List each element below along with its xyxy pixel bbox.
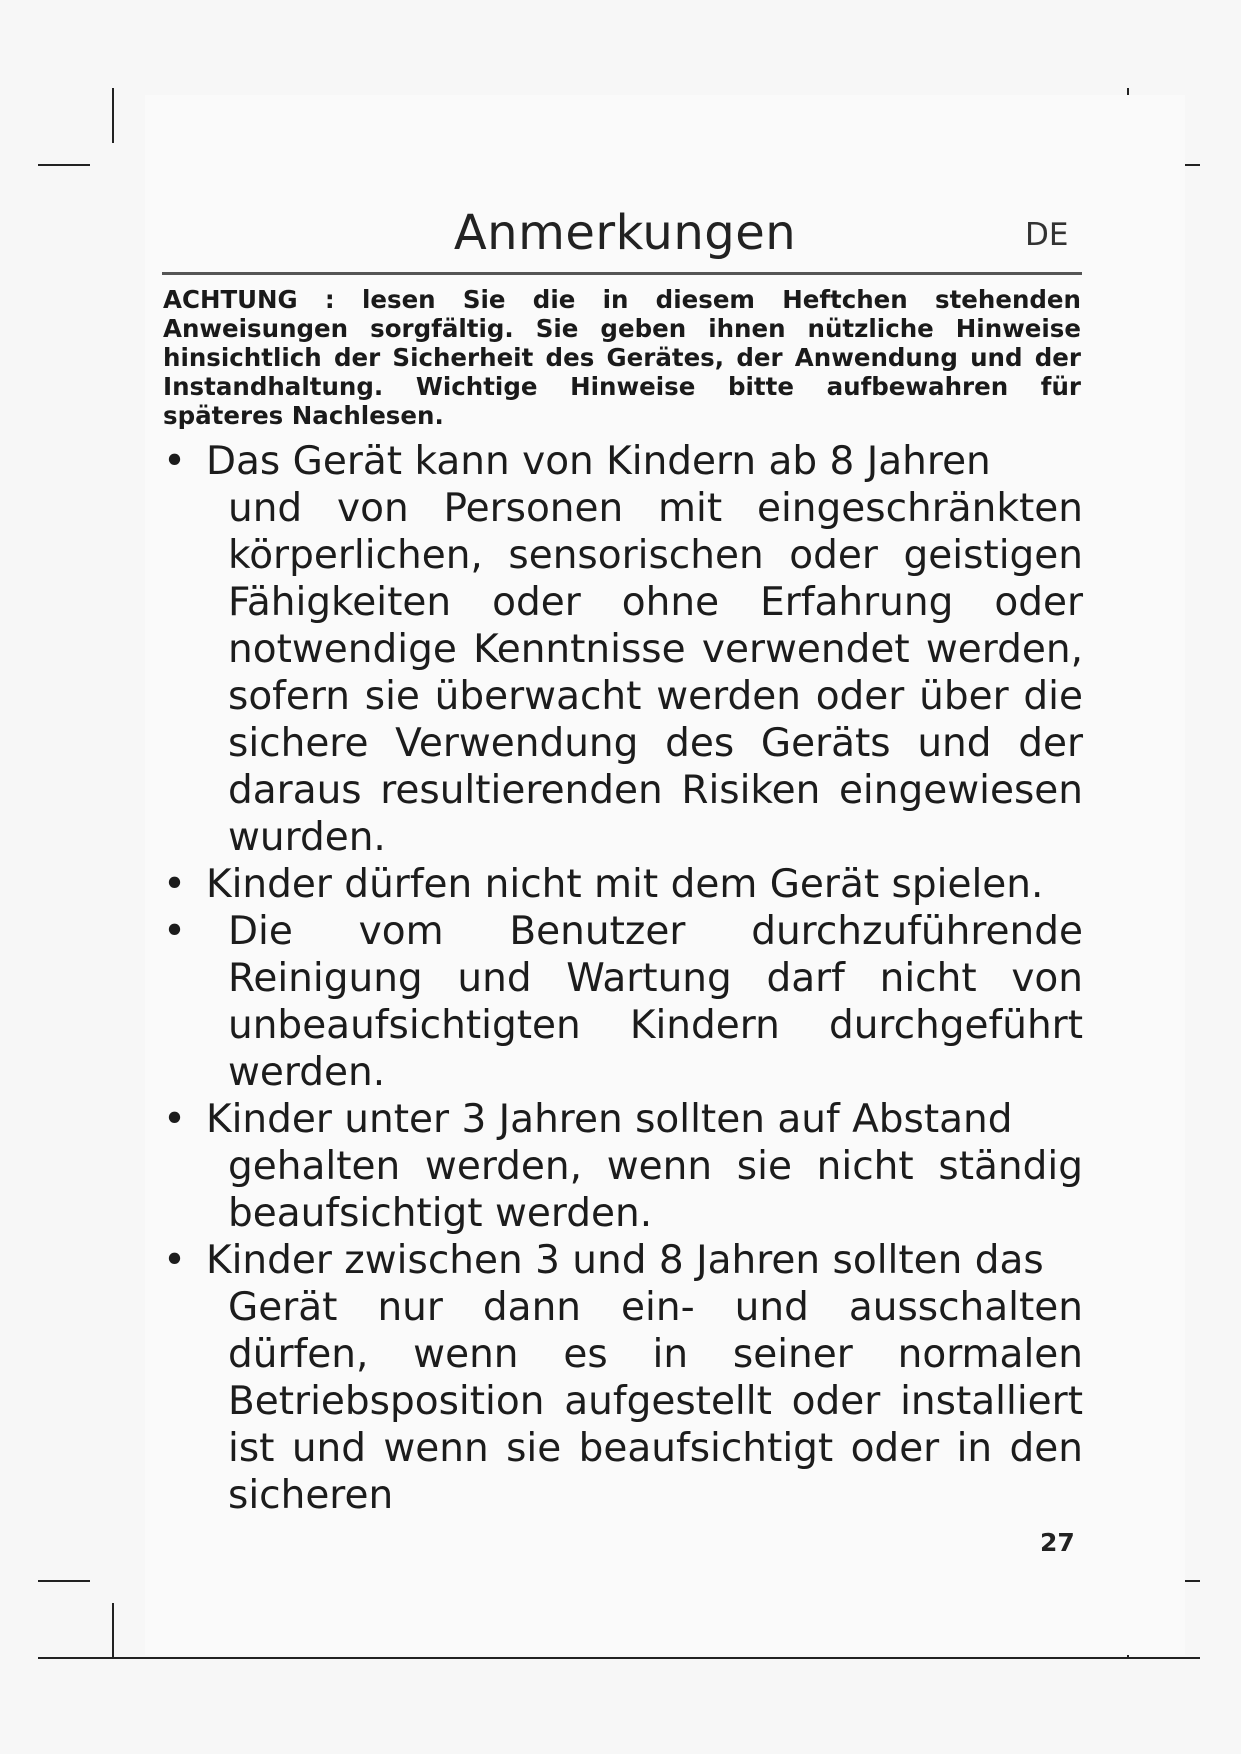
list-item-first-line: Kinder zwischen 3 und 8 Jahren sollten das xyxy=(206,1238,1044,1283)
list-item-text: und von Personen mit eingeschränkten körperlichen, sensorischen oder geistigen Fähigkeiten oder ohne Erfahrung oder notwendige Kenntnisse verwendet werden, sofern sie überwacht werden oder über die sichere Verwendung des Geräts und der daraus resultierenden Risiken eingewiesen wurden. xyxy=(228,486,1083,860)
list-item-text: gehalten werden, wenn sie nicht ständig beaufsichtigt werden. xyxy=(228,1144,1083,1236)
list-item xyxy=(163,861,1083,908)
bullet-icon: • xyxy=(163,862,187,907)
language-code: DE xyxy=(1025,217,1069,253)
page-number: 27 xyxy=(1040,1528,1075,1557)
warning-paragraph: ACHTUNG : lesen Sie die in diesem Heftchen stehenden Anweisungen sorgfältig. Sie geben ihnen nützliche Hinweise hinsichtlich der Sicherheit des Gerätes, der Anwendung und der Instandhaltung. Wichtige Hinweise bitte aufbewahren für späteres Nachlesen. xyxy=(163,285,1081,430)
list-item xyxy=(163,438,1083,861)
bullet-icon: • xyxy=(163,1097,187,1142)
page-title: Anmerkungen xyxy=(453,205,797,261)
list-item-first-line: Kinder dürfen nicht mit dem Gerät spielen. xyxy=(206,862,1044,907)
list-item-text: Gerät nur dann ein- und ausschalten dürfen, wenn es in seiner normalen Betriebsposition aufgestellt oder installiert ist und wenn sie beaufsichtigt oder in den sicheren xyxy=(228,1285,1083,1518)
trim-line-bottom xyxy=(38,1657,1200,1659)
list-item xyxy=(163,1237,1083,1519)
list-item-first-line: Kinder unter 3 Jahren sollten auf Abstand xyxy=(206,1097,1013,1142)
list-item-first-line: Das Gerät kann von Kindern ab 8 Jahren xyxy=(206,439,991,484)
title-divider xyxy=(162,272,1082,275)
bullet-icon: • xyxy=(163,439,187,484)
list-item xyxy=(163,908,1083,1096)
bullet-icon: • xyxy=(163,909,187,954)
crop-mark-top-left-horizontal xyxy=(38,164,90,166)
crop-mark-bottom-left-vertical xyxy=(112,1603,114,1658)
list-item-text: Die vom Benutzer durchzuführende Reinigung und Wartung darf nicht von unbeaufsichtigten Kindern durchgeführt werden. xyxy=(228,909,1083,1095)
bullet-icon: • xyxy=(163,1238,187,1283)
list-item xyxy=(163,1096,1083,1237)
crop-mark-top-left-vertical xyxy=(112,88,114,143)
crop-mark-bottom-left-horizontal xyxy=(38,1580,90,1582)
safety-list xyxy=(163,438,1083,1519)
